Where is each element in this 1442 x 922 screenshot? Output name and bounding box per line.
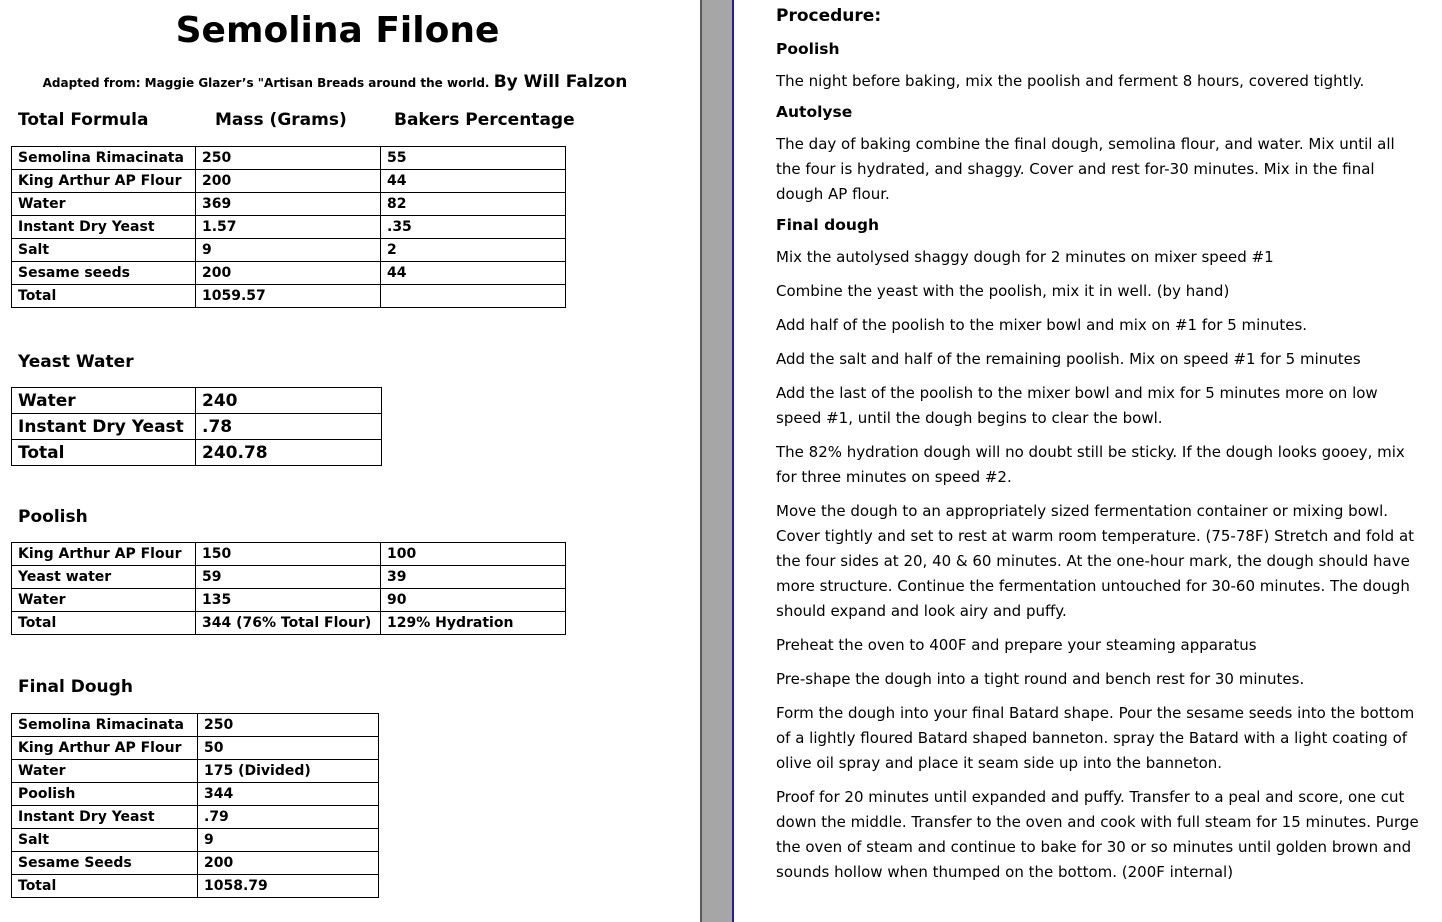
procedure-paragraph: Add the salt and half of the remaining poolish. Mix on speed #1 for 5 minutes — [776, 350, 1361, 368]
yeast-water-row — [12, 414, 382, 440]
procedure-paragraph: Add half of the poolish to the mixer bowl and mix on #1 for 5 minutes. — [776, 316, 1308, 334]
procedure-section — [776, 6, 1421, 894]
total-formula-row-cell: 369 — [196, 193, 381, 216]
yeast-water-row-cell: 240 — [196, 388, 382, 414]
final-dough-row — [12, 737, 379, 760]
total-formula-row-cell: Water — [12, 193, 196, 216]
total-formula-row-cell: 44 — [381, 170, 566, 193]
final-dough-title: Final Dough — [18, 677, 133, 697]
procedure-paragraph: Proof for 20 minutes until expanded and puffy. Transfer to a peal and score, one cut down the middle. Transfer to the oven and cook with full steam for 15 minutes. Purge the oven of steam and continue to bake for 30 or so minutes until golden brown and sounds hollow when thumped on the bottom. (200F internal) — [776, 788, 1419, 881]
final-dough-row — [12, 875, 379, 898]
procedure-paragraph: The day of baking combine the final dough, semolina flour, and water. Mix until all the four is hydrated, and shaggy. Cover and rest for-30 minutes. Mix in the final dough AP flour. — [776, 135, 1395, 203]
total-formula-row — [12, 193, 566, 216]
poolish-row-cell: Total — [12, 612, 196, 635]
final-dough-row-cell: Semolina Rimacinata — [12, 714, 198, 737]
poolish-row-cell: 39 — [381, 566, 566, 589]
poolish-row — [12, 589, 566, 612]
total-formula-row-cell: 44 — [381, 262, 566, 285]
page-title: Semolina Filone — [175, 10, 500, 51]
final-dough-row-cell: Total — [12, 875, 198, 898]
procedure-paragraph: Combine the yeast with the poolish, mix it in well. (by hand) — [776, 282, 1230, 300]
procedure-subheading: Final dough — [776, 216, 880, 234]
header-bakers-percentage: Bakers Percentage — [394, 110, 575, 130]
final-dough-row-cell: Sesame Seeds — [12, 852, 198, 875]
final-dough-table — [11, 713, 379, 898]
total-formula-row-cell: King Arthur AP Flour — [12, 170, 196, 193]
poolish-row-cell: 59 — [196, 566, 381, 589]
total-formula-row — [12, 262, 566, 285]
final-dough-row — [12, 783, 379, 806]
total-formula-row-cell: Salt — [12, 239, 196, 262]
procedure-paragraph: Move the dough to an appropriately sized fermentation container or mixing bowl. Cover tightly and set to rest at warm room temperature. (75-78F) Stretch and fold at the four sides at 20, 40 & 60 minutes. At the one-hour mark, the dough should have more structure. Continue the fermentation untouched for 30-60 minutes. The dough should expand and look airy and puffy. — [776, 502, 1415, 620]
final-dough-row — [12, 806, 379, 829]
procedure-paragraph: Preheat the oven to 400F and prepare your steaming apparatus — [776, 636, 1257, 654]
final-dough-row-cell: Poolish — [12, 783, 198, 806]
page-gutter — [700, 0, 732, 922]
poolish-row-cell: 129% Hydration — [381, 612, 566, 635]
total-formula-row-cell: .35 — [381, 216, 566, 239]
poolish-row-cell: 100 — [381, 543, 566, 566]
total-formula-row-cell — [381, 285, 566, 308]
total-formula-row-cell: 200 — [196, 170, 381, 193]
total-formula-row — [12, 170, 566, 193]
final-dough-row-cell: King Arthur AP Flour — [12, 737, 198, 760]
total-formula-row-cell: Instant Dry Yeast — [12, 216, 196, 239]
final-dough-row-cell: Salt — [12, 829, 198, 852]
procedure-paragraph: Form the dough into your final Batard shape. Pour the sesame seeds into the bottom of a lightly floured Batard shaped banneton. spray the Batard with a light coating of olive oil spray and place it seam side up into the banneton. — [776, 704, 1415, 772]
total-formula-row — [12, 216, 566, 239]
yeast-water-table — [11, 387, 382, 466]
final-dough-row-cell: 175 (Divided) — [198, 760, 379, 783]
total-formula-row-cell: 82 — [381, 193, 566, 216]
total-formula-row-cell: 1059.57 — [196, 285, 381, 308]
yeast-water-row-cell: Total — [12, 440, 196, 466]
yeast-water-row-cell: 240.78 — [196, 440, 382, 466]
total-formula-row-cell: Total — [12, 285, 196, 308]
procedure-subheading: Autolyse — [776, 103, 853, 121]
header-total-formula: Total Formula — [18, 110, 149, 130]
poolish-row — [12, 566, 566, 589]
procedure-heading: Procedure: — [776, 6, 882, 26]
final-dough-row-cell: .79 — [198, 806, 379, 829]
poolish-row-cell: 344 (76% Total Flour) — [196, 612, 381, 635]
final-dough-row-cell: 9 — [198, 829, 379, 852]
total-formula-row — [12, 239, 566, 262]
attribution-line — [0, 72, 670, 92]
final-dough-row — [12, 714, 379, 737]
poolish-row-cell: 90 — [381, 589, 566, 612]
final-dough-row-cell: 200 — [198, 852, 379, 875]
author-text: By Will Falzon — [493, 72, 628, 92]
adapted-from-text: Adapted from: Maggie Glazer’s "Artisan Breads around the world. — [42, 76, 490, 90]
poolish-row-cell: 150 — [196, 543, 381, 566]
procedure-subheading: Poolish — [776, 40, 840, 58]
total-formula-row-cell: 200 — [196, 262, 381, 285]
total-formula-row-cell: 1.57 — [196, 216, 381, 239]
yeast-water-row — [12, 388, 382, 414]
total-formula-row-cell: 2 — [381, 239, 566, 262]
total-formula-table — [11, 146, 566, 308]
total-formula-row-cell: Semolina Rimacinata — [12, 147, 196, 170]
final-dough-row-cell: 344 — [198, 783, 379, 806]
poolish-row-cell: Yeast water — [12, 566, 196, 589]
final-dough-row — [12, 760, 379, 783]
final-dough-row-cell: Water — [12, 760, 198, 783]
poolish-row-cell: King Arthur AP Flour — [12, 543, 196, 566]
poolish-row — [12, 543, 566, 566]
yeast-water-row-cell: Water — [12, 388, 196, 414]
final-dough-row — [12, 852, 379, 875]
procedure-paragraph: The 82% hydration dough will no doubt still be sticky. If the dough looks gooey, mix for three minutes on speed #2. — [776, 443, 1405, 486]
procedure-paragraph: Add the last of the poolish to the mixer bowl and mix for 5 minutes more on low speed #1, until the dough begins to clear the bowl. — [776, 384, 1378, 427]
total-formula-row-cell: 250 — [196, 147, 381, 170]
procedure-paragraph: Pre-shape the dough into a tight round and bench rest for 30 minutes. — [776, 670, 1305, 688]
total-formula-row-cell: 55 — [381, 147, 566, 170]
final-dough-row-cell: 50 — [198, 737, 379, 760]
yeast-water-row — [12, 440, 382, 466]
final-dough-row-cell: Instant Dry Yeast — [12, 806, 198, 829]
poolish-row — [12, 612, 566, 635]
total-formula-row-cell: 9 — [196, 239, 381, 262]
poolish-row-cell: Water — [12, 589, 196, 612]
total-formula-row — [12, 147, 566, 170]
header-mass: Mass (Grams) — [215, 110, 347, 130]
total-formula-row — [12, 285, 566, 308]
final-dough-row — [12, 829, 379, 852]
procedure-paragraph: The night before baking, mix the poolish and ferment 8 hours, covered tightly. — [776, 72, 1365, 90]
poolish-table — [11, 542, 566, 635]
poolish-row-cell: 135 — [196, 589, 381, 612]
final-dough-row-cell: 1058.79 — [198, 875, 379, 898]
right-page — [734, 0, 1442, 922]
total-formula-row-cell: Sesame seeds — [12, 262, 196, 285]
final-dough-row-cell: 250 — [198, 714, 379, 737]
left-page — [0, 0, 700, 922]
yeast-water-row-cell: Instant Dry Yeast — [12, 414, 196, 440]
procedure-paragraph: Mix the autolysed shaggy dough for 2 minutes on mixer speed #1 — [776, 248, 1274, 266]
poolish-title: Poolish — [18, 507, 88, 527]
yeast-water-title: Yeast Water — [18, 352, 134, 372]
yeast-water-row-cell: .78 — [196, 414, 382, 440]
